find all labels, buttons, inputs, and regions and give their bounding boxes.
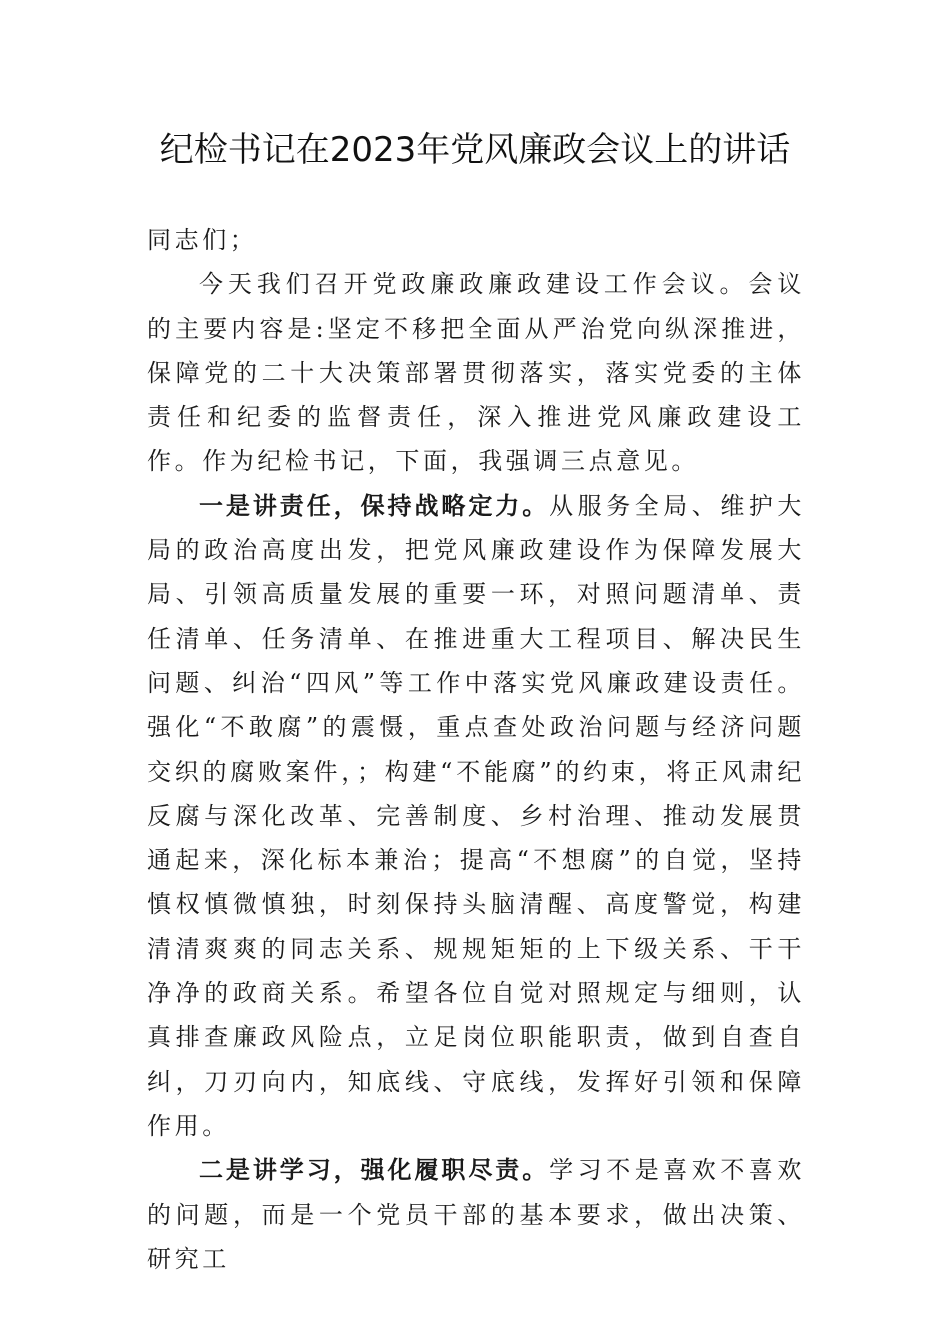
paragraph-intro — [147, 262, 805, 483]
paragraph-point-two — [147, 1148, 805, 1281]
salutation: 同志们； — [147, 226, 258, 254]
paragraph-lead: 二是讲学习，强化履职尽责。 — [199, 1156, 550, 1185]
paragraph-point-one — [147, 484, 805, 1148]
document-body — [147, 218, 805, 1281]
paragraph-text: 从服务全局、维护大局的政治高度出发，把党风廉政建设作为保障发展大局、引领高质量发展的重要一环，对照问题清单、责任清单、任务清单、在推进重大工程项目、解决民生问题、纠治“四风”等工作中落实党风廉政建设责任。强化“不敢腐”的震慑，重点查处政治问题与经济问题交织的腐败案件，；构建“不能腐”的约束，将正风肃纪反腐与深化改革、完善制度、乡村治理、推动发展贯通起来，深化标本兼治；提高“不想腐”的自觉，坚持慎权慎微慎独，时刻保持头脑清醒、高度警觉，构建清清爽爽的同志关系、规规矩矩的上下级关系、干干净净的政商关系。希望各位自觉对照规定与细则，认真排查廉政风险点，立足岗位职能职责，做到自查自纠，刀刃向内，知底线、守底线，发挥好引领和保障作用。 — [147, 491, 806, 1140]
paragraph-lead: 一是讲责任，保持战略定力。 — [199, 491, 550, 520]
document-title: 纪检书记在2023年党风廉政会议上的讲话 — [159, 130, 791, 170]
paragraph-text: 今天我们召开党政廉政廉政建设工作会议。会议的主要内容是:坚定不移把全面从严治党向纵深推进，保障党的二十大决策部署贯彻落实，落实党委的主体责任和纪委的监督责任，深入推进党风廉政建设工作。作为纪检书记，下面，我强调三点意见。 — [147, 270, 805, 476]
paragraph-text: 学习不是喜欢不喜欢的问题，而是一个党员干部的基本要求，做出决策、研究工 — [147, 1156, 806, 1273]
